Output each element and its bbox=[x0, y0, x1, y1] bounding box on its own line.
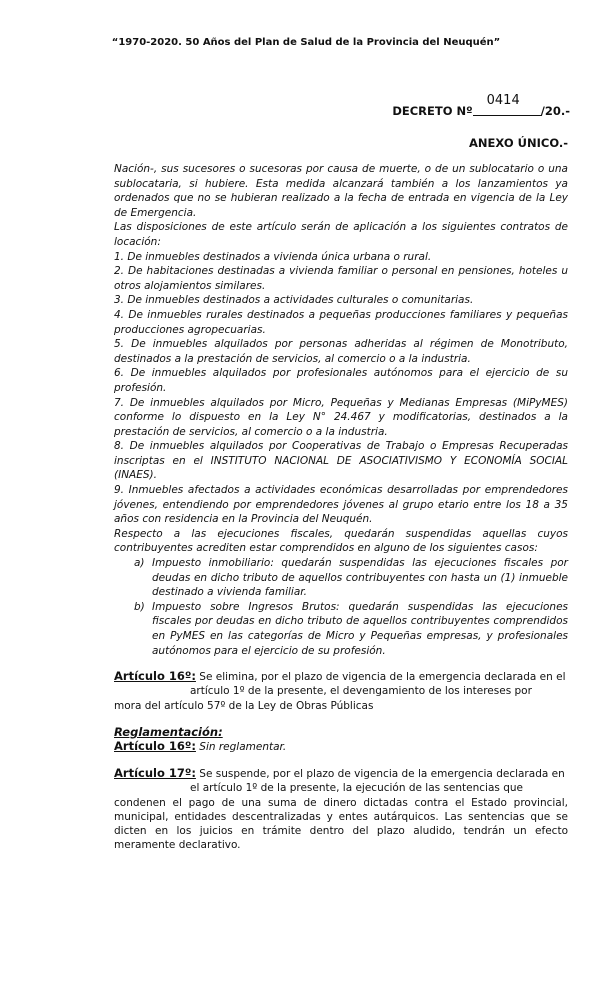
reglamentacion-line bbox=[114, 739, 568, 754]
sub-item-text: Impuesto sobre Ingresos Brutos: quedarán suspendidas las ejecuciones fiscales por deudas en dicho tributo de aquellos contribuyentes comprendidos en PyMES en las categorías de Micro y Pequeñas empresas, y profesionales autónomos para el ejercicio de su profesión. bbox=[152, 600, 568, 657]
list-item: 6. De inmuebles alquilados por profesionales autónomos para el ejercicio de su profesión. bbox=[114, 367, 568, 394]
list-item: 7. De inmuebles alquilados por Micro, Pequeñas y Medianas Empresas (MiPyMES) conforme lo dispuesto en la Ley N° 24.467 y modificatorias, destinados a la prestación de servicios, al comercio o a la industria. bbox=[114, 396, 568, 438]
sub-item-text: Impuesto inmobiliario: quedarán suspendidas las ejecuciones fiscales por deudas en dicho tributo de aquellos contribuyentes con hasta un (1) inmueble destinado a vivienda familiar. bbox=[152, 557, 568, 599]
list-item: 9. Inmuebles afectados a actividades económicas desarrolladas por emprendedores jóvenes, entendiendo por emprendedores jóvenes al grupo etario entre los 18 a 35 años con residencia en la Provincia del Neuquén. bbox=[114, 484, 568, 526]
article-17-first-line bbox=[114, 766, 568, 781]
decreto-number: 0414 bbox=[486, 93, 520, 108]
list-item: 2. De habitaciones destinadas a vivienda familiar o personal en pensiones, hoteles u otros alojamientos similares. bbox=[114, 265, 568, 292]
document-body bbox=[114, 162, 568, 658]
article-heading: Artículo 16º: bbox=[114, 739, 196, 754]
decreto-number-field bbox=[473, 93, 541, 115]
article-16-second-line: artículo 1º de la presente, el devengamiento de los intereses por bbox=[190, 685, 532, 698]
article-17 bbox=[114, 766, 568, 853]
article-text: Se suspende, por el plazo de vigencia de la emergencia declarada en bbox=[195, 768, 565, 780]
article-17-second-line: el artículo 1º de la presente, la ejecución de las sentencias que bbox=[190, 782, 523, 795]
page-header-title: “1970-2020. 50 Años del Plan de Salud de la Provincia del Neuquén” bbox=[111, 37, 501, 48]
decreto-label: DECRETO Nº bbox=[392, 104, 473, 118]
reglamentacion-title: Reglamentación: bbox=[114, 725, 223, 739]
fiscal-paragraph: Respecto a las ejecuciones fiscales, quedarán suspendidas aquellas cuyos contribuyentes acrediten estar comprendidos en alguno de los siguientes casos: bbox=[114, 527, 568, 555]
article-text: Se elimina, por el plazo de vigencia de la emergencia declarada en el bbox=[195, 671, 566, 683]
decreto-line bbox=[392, 93, 570, 118]
anexo-title: ANEXO ÚNICO.- bbox=[469, 136, 568, 150]
article-heading: Artículo 16º: bbox=[114, 669, 196, 683]
list-item: 1. De inmuebles destinados a vivienda única urbana o rural. bbox=[114, 250, 432, 263]
list-item: 4. De inmuebles rurales destinados a pequeñas producciones familiares y pequeñas producciones agropecuarias. bbox=[114, 308, 568, 336]
sub-list-item bbox=[114, 600, 568, 658]
sub-item-label: b) bbox=[134, 600, 145, 613]
list-item: 5. De inmuebles alquilados por personas adheridas al régimen de Monotributo, destinados a la prestación de servicios, al comercio o a la industria. bbox=[114, 338, 568, 365]
sub-list-item bbox=[114, 556, 568, 600]
article-16-third-line: mora del artículo 57º de la Ley de Obras Públicas bbox=[114, 699, 374, 712]
reglamentacion-text: Sin reglamentar. bbox=[195, 741, 287, 754]
reglamentacion-section bbox=[114, 725, 568, 755]
list-item: 8. De inmuebles alquilados por Cooperativas de Trabajo o Empresas Recuperadas inscriptas en el INSTITUTO NACIONAL DE ASOCIATIVISMO Y ECONOMÍA SOCIAL (INAES). bbox=[114, 440, 568, 482]
decreto-suffix: /20.- bbox=[540, 104, 570, 118]
article-heading: Artículo 17º: bbox=[114, 766, 196, 780]
article-16 bbox=[114, 669, 568, 713]
intro-paragraph: Nación-, sus sucesores o sucesoras por causa de muerte, o de un sublocatario o una sublocataria, si hubiere. Esta medida alcanzará también a los lanzamientos ya ordenados que no se hubieran realizado a la fecha de entrada en vigencia de la Ley de Emergencia. bbox=[114, 163, 568, 219]
list-item: 3. De inmuebles destinados a actividades culturales o comunitarias. bbox=[114, 294, 474, 307]
dispositions-paragraph: Las disposiciones de este artículo serán de aplicación a los siguientes contratos de locación: bbox=[114, 221, 568, 248]
sub-item-label: a) bbox=[134, 557, 145, 570]
article-17-rest: condenen el pago de una suma de dinero dictadas contra el Estado provincial, municipal, entidades descentralizadas y entes autárquicos. Las sentencias que se dicten en los juicios en trámite dentro del plazo aludido, tendrán un efecto meramente declarativo. bbox=[114, 796, 568, 852]
article-16-first-line bbox=[114, 669, 568, 684]
